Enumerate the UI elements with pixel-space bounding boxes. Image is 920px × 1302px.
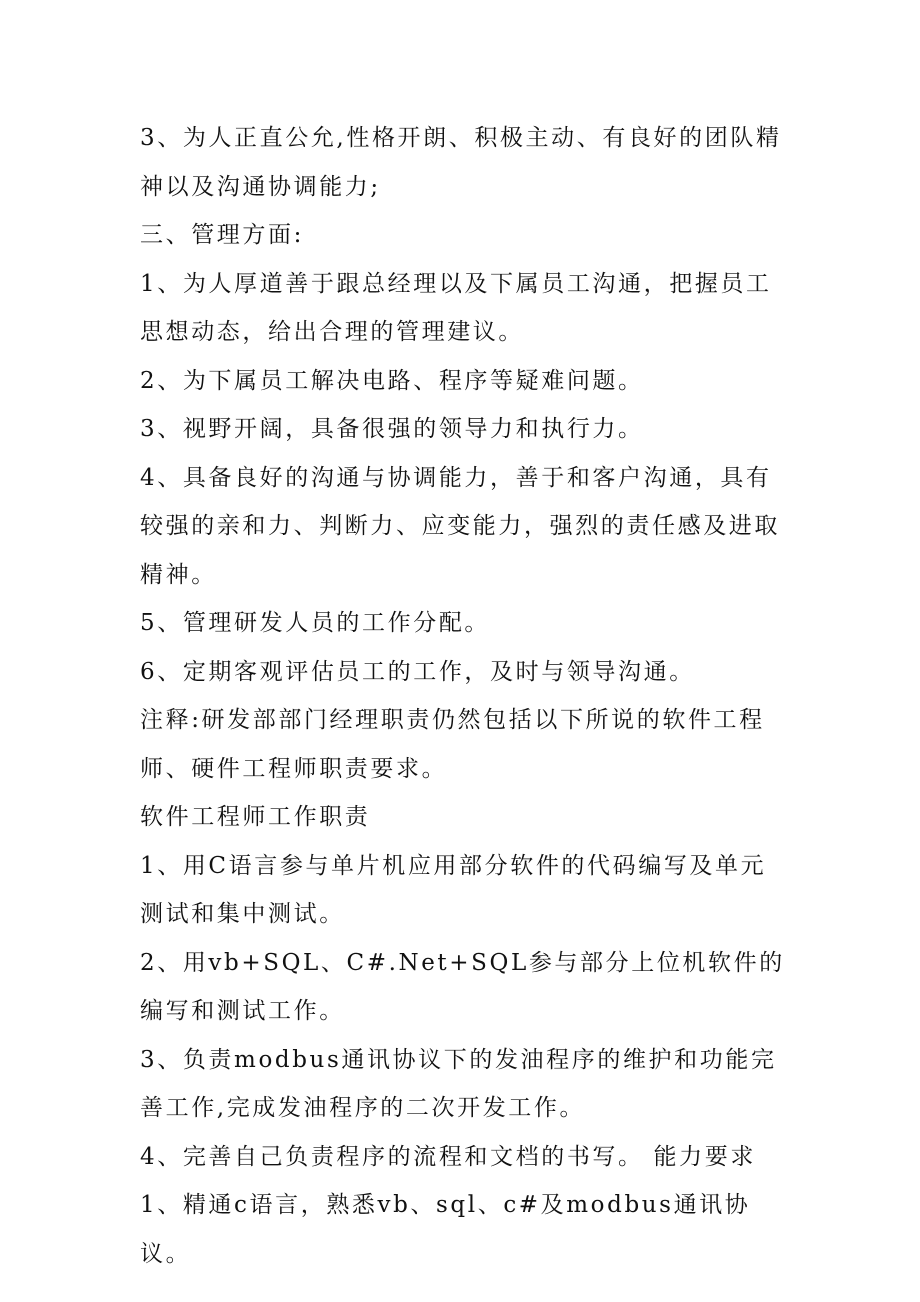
paragraph-note: 注释:研发部部门经理职责仍然包括以下所说的软件工程师、硬件工程师职责要求。: [140, 707, 765, 782]
paragraph-management-5: 5、管理研发人员的工作分配。: [140, 610, 491, 636]
section-heading-management: 三、管理方面:: [140, 222, 304, 248]
document-body: [140, 114, 790, 1278]
paragraph-software-4: 4、完善自己负责程序的流程和文档的书写。 能力要求: [140, 1143, 756, 1170]
paragraph-teamwork: 3、为人正直公允,性格开朗、积极主动、有良好的团队精神以及沟通协调能力;: [140, 125, 782, 200]
paragraph-software-2: 2、用vb+SQL、C#.Net+SQL参与部分上位机软件的编写和测试工作。: [140, 949, 785, 1024]
paragraph-management-6: 6、定期客观评估员工的工作，及时与领导沟通。: [140, 658, 695, 685]
section-heading-software-engineer: 软件工程师工作职责: [140, 804, 371, 830]
paragraph-management-2: 2、为下属员工解决电路、程序等疑难问题。: [140, 367, 644, 394]
paragraph-management-1: 1、为人厚道善于跟总经理以及下属员工沟通，把握员工思想动态，给出合理的管理建议。: [140, 270, 772, 345]
paragraph-software-1: 1、用C语言参与单片机应用部分软件的代码编写及单元测试和集中测试。: [140, 852, 767, 927]
paragraph-management-3: 3、视野开阔，具备很强的领导力和执行力。: [140, 416, 644, 442]
paragraph-management-4: 4、具备良好的沟通与协调能力，善于和客户沟通，具有较强的亲和力、判断力、应变能力，强烈的责任感及进取精神。: [140, 464, 780, 588]
paragraph-software-3: 3、负责modbus通讯协议下的发油程序的维护和功能完善工作,完成发油程序的二次开发工作。: [140, 1046, 777, 1121]
paragraph-ability-1: 1、精通c语言，熟悉vb、sql、c#及modbus通讯协议。: [140, 1192, 751, 1267]
